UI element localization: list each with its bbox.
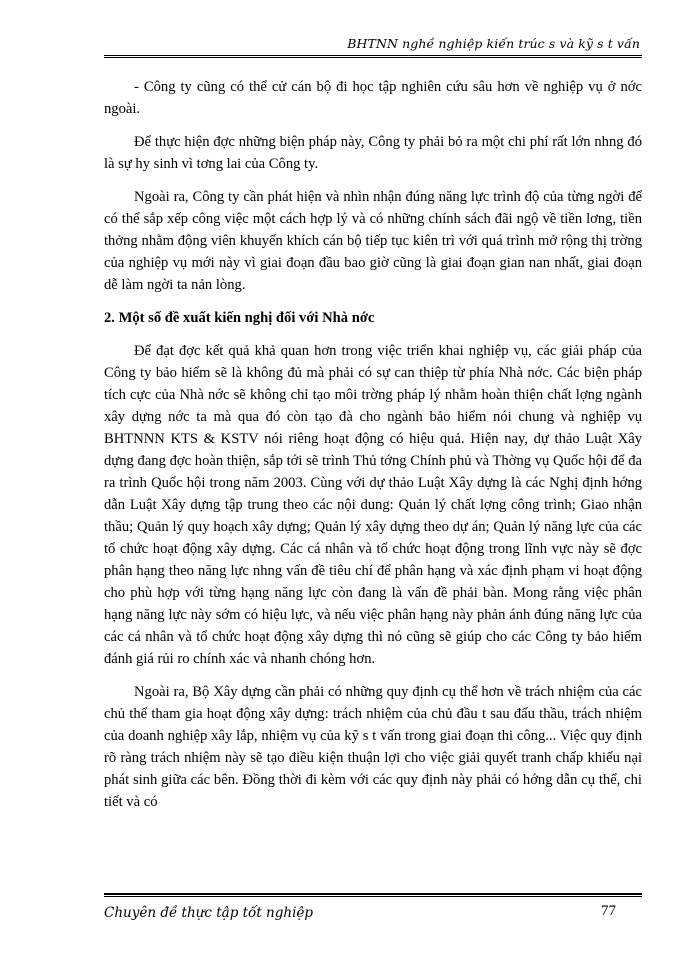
- paragraph-5: Ngoài ra, Bộ Xây dựng cần phải có những quy định cụ thể hơn về trách nhiệm của các chủ thể tham gia hoạt động xây dựng: trách nhiệm của chủ đầu t sau đấu thầu, trách nhiệm của doanh nghiệp xây lắp, nhiệm vụ của kỹ s t vấn trong giai đoạn thi công... Việc quy định rõ ràng trách nhiệm này sẽ tạo điều kiện thuận lợi cho việc giải quyết tranh chấp khiếu nại phát sinh giữa các bên. Đồng thời đi kèm với các quy định này phải có hớng dẫn cụ thể, chi tiết và có: [104, 684, 642, 810]
- page-body: [104, 76, 642, 824]
- paragraph-1: - Công ty cũng có thể cử cán bộ đi học tập nghiên cứu sâu hơn về nghiệp vụ ở nớc ngoài.: [104, 79, 642, 117]
- footer-divider: [104, 893, 642, 897]
- paragraph-4: Để đạt đợc kết quả khả quan hơn trong việc triển khai nghiệp vụ, các giải pháp của Công ty bảo hiểm sẽ là không đủ mà phải có sự can thiệp từ phía Nhà nớc. Các biện pháp tích cực của Nhà nớc sẽ không chỉ tạo môi trờng pháp lý nhằm hoàn thiện chất lợng ngành xây dựng nớc ta mà qua đó còn tạo đà cho ngành bảo hiểm nói chung và nghiệp vụ BHTNNN KTS & KSTV nói riêng hoạt động có hiệu quả. Hiện nay, dự thảo Luật Xây dựng đang đợc hoàn thiện, sắp tới sẽ trình Thủ tớng Chính phủ và Thờng vụ Quốc hội để đa ra trình Quốc hội trong năm 2003. Cùng với dự thảo Luật Xây dựng là các Nghị định hớng dẫn Luật Xây dựng tập trung theo các nội dung: Quản lý chất lợng công trình; Giao nhận thầu; Quản lý quy hoạch xây dựng; Quản lý xây dựng theo dự án; Quản lý năng lực của các tổ chức hoạt động xây dựng. Các cá nhân và tổ chức hoạt động trong lĩnh vực này sẽ đợc phân hạng theo năng lực nhng vấn đề tiêu chí để phân hạng và xác định phạm vi hoạt động cho phù hợp với từng hạng năng lực còn đang là vấn đề phải bàn. Mong rằng việc phân hạng năng lực này sớm có hiệu lực, và nếu việc phân hạng này phản ánh đúng năng lực của các cá nhân và tổ chức hoạt động xây dựng thì nó cũng sẽ giúp cho các Công ty bảo hiểm đánh giá rủi ro chính xác và nhanh chóng hơn.: [104, 343, 642, 667]
- page-number: 77: [601, 903, 616, 919]
- paragraph-3: Ngoài ra, Công ty cần phát hiện và nhìn nhận đúng năng lực trình độ của từng ngời để có thể sắp xếp công việc một cách hợp lý và có những chính sách đãi ngộ về tiền lơng, tiền thởng nhằm động viên khuyến khích cán bộ tiếp tục kiên trì với quá trình mở rộng thị trờng của nghiệp vụ mới này vì giai đoạn đầu bao giờ cũng là giai đoạn gian nan nhất, giai đoạn dễ làm ngời ta nản lòng.: [104, 189, 642, 293]
- running-header: BHTNN nghề nghiệp kiến trúc s và kỹ s t vấn: [347, 36, 640, 51]
- paragraph-2: Để thực hiện đợc những biện pháp này, Công ty phải bỏ ra một chi phí rất lớn nhng đó là sự hy sinh vì tơng lai của Công ty.: [104, 134, 642, 172]
- footer-title: Chuyên đề thực tập tốt nghiệp: [104, 905, 314, 921]
- section-heading: 2. Một số đề xuất kiến nghị đối với Nhà nớc: [104, 310, 375, 326]
- header-divider: [104, 55, 642, 58]
